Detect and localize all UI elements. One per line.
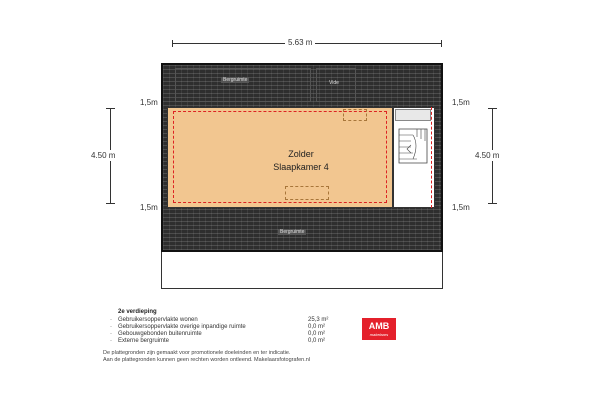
dimension-right-tick-top xyxy=(488,108,497,109)
dimension-right-tick-bottom xyxy=(488,203,497,204)
dimension-left-upper-label: 1,5m xyxy=(140,98,158,107)
dimension-left-tick-top xyxy=(106,108,115,109)
dimension-left-label: 4.50 m xyxy=(91,151,116,160)
roof-top-left-label: Bergruimte xyxy=(223,77,248,83)
stair-top-box xyxy=(395,109,431,121)
window-bottom xyxy=(285,186,329,200)
summary-label: Gebruikersoppervlakte wonen xyxy=(118,317,198,323)
dimension-top-tick-right xyxy=(441,40,442,47)
row-marker: · xyxy=(110,331,112,337)
dimension-right-lower-label: 1,5m xyxy=(452,203,470,212)
amb-logo xyxy=(362,318,396,340)
logo-sub-text: makelaars xyxy=(369,332,389,337)
floor-plan xyxy=(161,63,443,289)
dimension-top-tick-left xyxy=(172,40,173,47)
summary-label: Gebruikersoppervlakte overige inpandige ruimte xyxy=(118,324,246,330)
row-marker: · xyxy=(110,317,112,323)
row-marker: · xyxy=(110,338,112,344)
disclaimer-line-2: Aan de plattegronden kunnen geen rechten worden ontleend. Makelaarsfotografen.nl xyxy=(103,357,311,363)
dimension-left-tick-bottom xyxy=(106,203,115,204)
staircase-icon xyxy=(395,125,431,167)
roof-top-left-section xyxy=(175,68,311,102)
summary-value: 0,0 m² xyxy=(308,324,326,330)
room-slaapkamer-label: Slaapkamer 4 xyxy=(273,162,329,172)
summary-heading: 2e verdieping xyxy=(118,309,157,315)
summary-value: 0,0 m² xyxy=(308,331,326,337)
dimension-top-label: 5.63 m xyxy=(285,38,315,47)
summary-label: Externe bergruimte xyxy=(118,338,170,344)
row-marker: · xyxy=(110,324,112,330)
summary-value: 0,0 m² xyxy=(308,338,326,344)
dimension-right-upper-label: 1,5m xyxy=(452,98,470,107)
stair-dashed-edge xyxy=(431,107,433,208)
dimension-right-label: 4.50 m xyxy=(475,151,500,160)
logo-main-text: AMB xyxy=(368,321,390,331)
summary-label: Gebouwgebonden buitenruimte xyxy=(118,331,202,337)
room-zolder-label: Zolder xyxy=(288,149,314,159)
roof-top-right-label: Vide xyxy=(329,80,339,86)
disclaimer-line-1: De plattegronden zijn gemaakt voor promotionele doeleinden en ter indicatie. xyxy=(103,350,291,356)
summary-value: 25,3 m² xyxy=(308,317,329,323)
window-top xyxy=(343,109,367,121)
roof-bottom-label: Bergruimte xyxy=(280,229,305,235)
dimension-left-lower-label: 1,5m xyxy=(140,203,158,212)
terrace-frame xyxy=(161,252,443,289)
